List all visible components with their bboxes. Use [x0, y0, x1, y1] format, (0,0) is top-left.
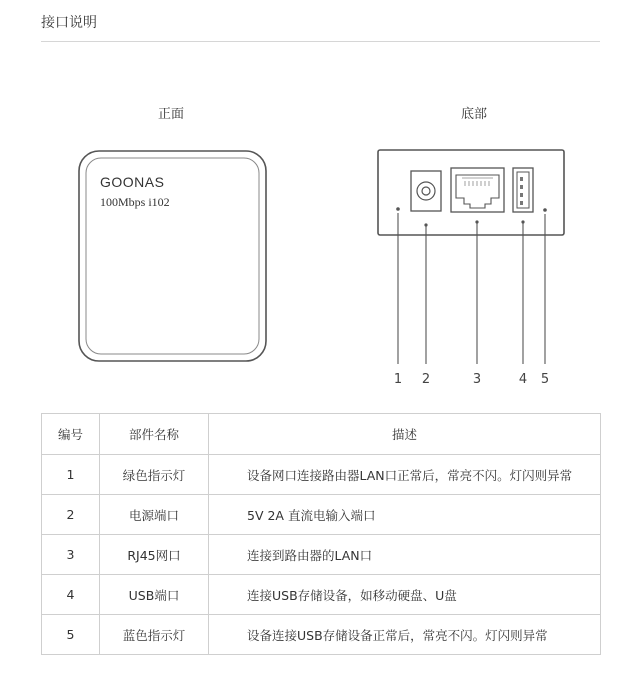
interface-table: [41, 413, 601, 655]
row-description: 设备网口连接路由器LAN口正常后，常亮不闪。灯闪则异常: [209, 455, 601, 495]
row-number: 4: [42, 575, 100, 615]
row-number: 2: [42, 495, 100, 535]
row-description: 连接USB存储设备，如移动硬盘、U盘: [209, 575, 601, 615]
row-part-name: USB端口: [100, 575, 209, 615]
section-title: 接口说明: [41, 15, 97, 31]
row-description: 连接到路由器的LAN口: [209, 535, 601, 575]
brand-name: GOONAS: [100, 174, 165, 190]
blue-led-icon: [543, 208, 547, 212]
front-label: 正面: [157, 107, 185, 122]
header-number: 编号: [42, 414, 100, 455]
table-row: [42, 615, 601, 655]
table-row: [42, 495, 601, 535]
row-number: 5: [42, 615, 100, 655]
row-part-name: RJ45网口: [100, 535, 209, 575]
table-header-row: [42, 414, 601, 455]
row-description: 5V 2A 直流电输入端口: [209, 495, 601, 535]
row-part-name: 绿色指示灯: [100, 455, 209, 495]
table-row: [42, 455, 601, 495]
model-name: 100Mbps i102: [100, 195, 170, 209]
power-jack-icon: [411, 171, 441, 211]
row-number: 3: [42, 535, 100, 575]
row-description: 设备连接USB存储设备正常后，常亮不闪。灯闪则异常: [209, 615, 601, 655]
port-number-5: 5: [540, 372, 550, 387]
green-led-icon: [396, 207, 400, 211]
table-row: [42, 575, 601, 615]
port-number-2: 2: [421, 372, 431, 387]
port-number-3: 3: [472, 372, 482, 387]
header-part-name: 部件名称: [100, 414, 209, 455]
bottom-label: 底部: [460, 107, 488, 122]
port-number-4: 4: [518, 372, 528, 387]
rj45-port-icon: [451, 168, 504, 212]
bottom-device-illustration: [378, 150, 564, 235]
row-part-name: 电源端口: [100, 495, 209, 535]
table-row: [42, 535, 601, 575]
port-number-1: 1: [393, 372, 403, 387]
row-part-name: 蓝色指示灯: [100, 615, 209, 655]
usb-port-icon: [513, 168, 533, 212]
row-number: 1: [42, 455, 100, 495]
header-description: 描述: [209, 414, 601, 455]
